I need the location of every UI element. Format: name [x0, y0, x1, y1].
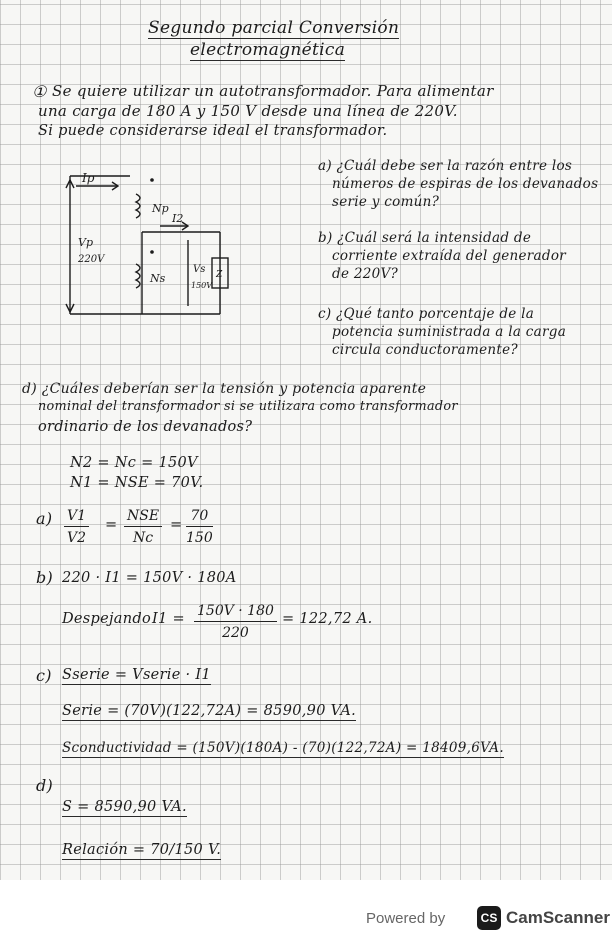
problem-line-2: una carga de 180 A y 150 V desde una línea de 220V. — [38, 102, 458, 120]
ns-winding — [136, 264, 140, 288]
question-b-line-1: b) ¿Cuál será la intensidad de — [318, 230, 532, 246]
fraction-nse: NSE — [124, 508, 162, 527]
question-d-line-2: nominal del transformador si se utilizara como transformador — [38, 399, 458, 414]
solution-b-label: b) — [36, 568, 54, 587]
problem-number: ① — [32, 82, 47, 101]
solution-d-label: d) — [36, 776, 54, 795]
solution-c-label: c) — [36, 666, 52, 685]
label-vp: Vp — [78, 236, 93, 249]
question-c-line-2: potencia suministrada a la carga — [332, 324, 567, 340]
solution-b-despejando: Despejando — [62, 611, 152, 627]
fraction-i1 — [194, 603, 277, 641]
given-n2: N2 = Nc = 150V — [70, 455, 198, 471]
question-a-line-3: serie y común? — [332, 194, 440, 210]
question-d-line-1: d) ¿Cuáles deberían ser la tensión y potencia aparente — [22, 381, 427, 397]
question-b-line-3: de 220V? — [332, 266, 399, 282]
question-c-line-3: circula conductoramente? — [332, 342, 518, 358]
solution-b-equation: 220 · I1 = 150V · 180A — [62, 570, 237, 586]
title-line-1: Segundo parcial Conversión — [148, 18, 400, 38]
question-d-line-3: ordinario de los devanados? — [38, 419, 253, 435]
polarity-dot-secondary — [150, 250, 154, 254]
solution-c-line-2: Serie = (70V)(122,72A) = 8590,90 VA. — [62, 703, 357, 719]
polarity-dot-primary — [150, 178, 154, 182]
fraction-nse-nc — [124, 508, 162, 546]
label-z: Z — [216, 270, 223, 280]
camscanner-logo-icon: CS — [477, 906, 501, 930]
label-ns: Ns — [150, 272, 166, 285]
powered-by-text: Powered by — [366, 910, 446, 927]
camscanner-brand: CamScanner — [506, 908, 610, 927]
title-line-2: electromagnética — [190, 40, 346, 60]
question-c-line-1: c) ¿Qué tanto porcentaje de la — [318, 306, 535, 322]
equals-1: = — [105, 517, 118, 533]
fraction-v1: V1 — [64, 508, 89, 527]
question-a-line-2: números de espiras de los devanados — [332, 176, 599, 192]
problem-line-3: Si puede considerarse ideal el transformador. — [38, 123, 388, 139]
solution-b-result: = 122,72 A. — [282, 611, 373, 627]
label-i2: I2 — [172, 212, 184, 225]
label-vs-value: 150V — [191, 281, 213, 290]
fraction-nc: Nc — [132, 530, 154, 546]
solution-d-line-1: S = 8590,90 VA. — [62, 799, 187, 815]
label-ip: Ip — [82, 171, 95, 185]
solution-c-line-3: Sconductividad = (150V)(180A) - (70)(122,72A) = 18409,6VA. — [62, 740, 504, 756]
given-n1: N1 = NSE = 70V. — [70, 475, 204, 491]
solution-d-line-2: Relación = 70/150 V. — [62, 842, 222, 858]
label-vs: Vs — [193, 264, 206, 275]
fraction-i1-numerator: 150V · 180 — [194, 603, 277, 622]
equals-2: = — [170, 517, 183, 533]
solution-b-i1: I1 = — [152, 611, 185, 627]
label-vp-value: 220V — [78, 254, 105, 265]
label-np: Np — [152, 202, 169, 215]
fraction-v1-v2 — [64, 508, 89, 546]
question-b-line-2: corriente extraída del generador — [332, 248, 567, 264]
question-a-line-1: a) ¿Cuál debe ser la razón entre los — [318, 158, 573, 174]
fraction-70-150 — [186, 508, 213, 546]
fraction-i1-denominator: 220 — [222, 625, 249, 641]
np-winding — [136, 194, 140, 218]
fraction-150: 150 — [186, 530, 213, 546]
solution-a-label: a) — [36, 509, 53, 528]
solution-c-line-1: Sserie = Vserie · I1 — [62, 667, 211, 683]
fraction-70: 70 — [186, 508, 213, 527]
fraction-v2: V2 — [67, 530, 87, 546]
autotransformer-circuit — [60, 166, 240, 326]
problem-line-1: Se quiere utilizar un autotransformador. Para alimentar — [52, 82, 494, 100]
